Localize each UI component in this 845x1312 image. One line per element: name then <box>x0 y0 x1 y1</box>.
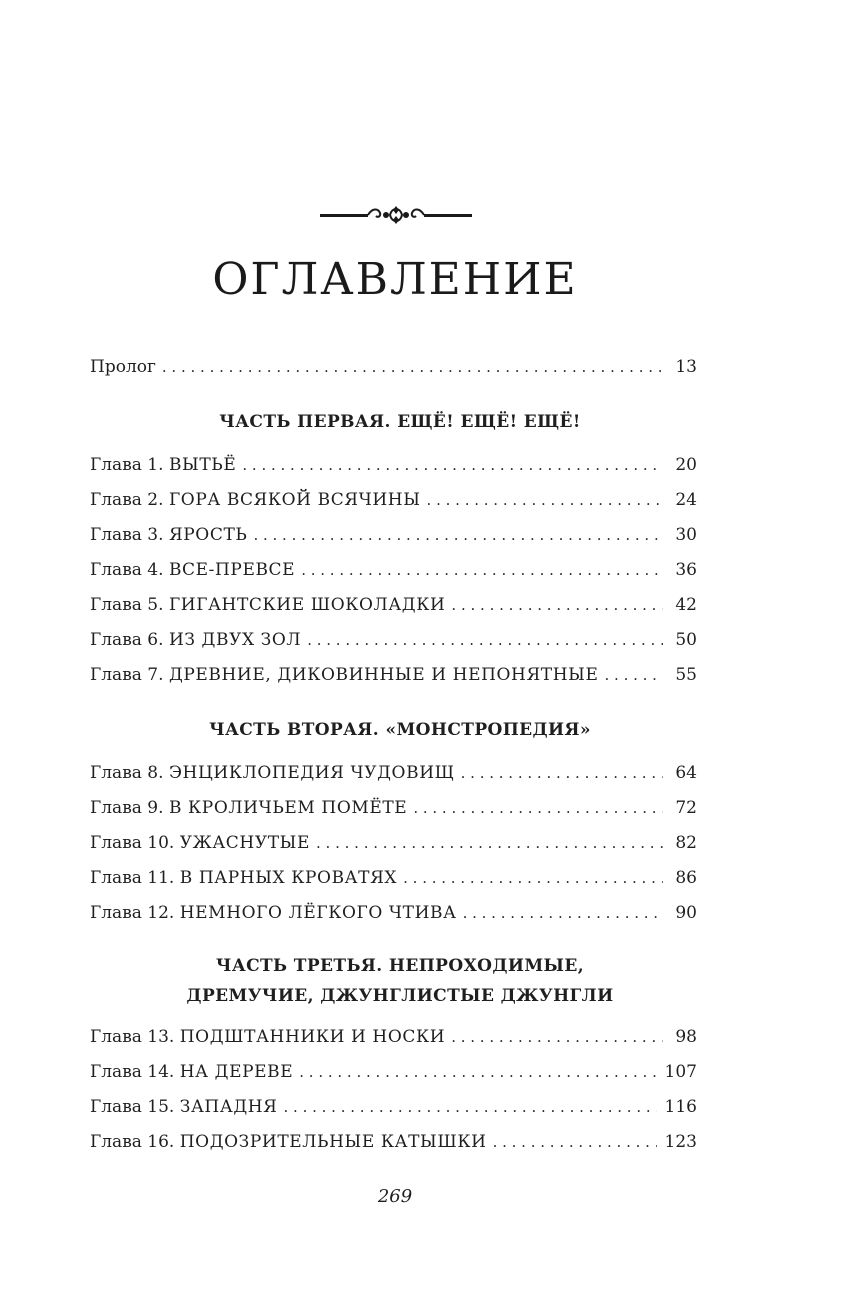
part-heading <box>90 715 710 745</box>
decorative-ornament <box>320 200 472 230</box>
dot-leader <box>307 623 663 658</box>
chapter-number: Глава 7. <box>90 665 164 685</box>
chapter-number: Глава 16. <box>90 1132 175 1152</box>
chapter-title: ЗАПАДНЯ <box>179 1097 278 1117</box>
dot-leader <box>301 553 663 588</box>
toc-page-number: 50 <box>675 630 697 650</box>
toc-entry-label <box>90 791 413 826</box>
chapter-title: ГИГАНТСКИЕ ШОКОЛАДКИ <box>168 595 446 615</box>
toc-entry-label <box>90 826 316 861</box>
chapter-title: ВСЕ-ПРЕВСЕ <box>168 560 296 580</box>
dot-leader <box>463 896 663 931</box>
chapter-title: НЕМНОГО ЛЁГКОГО ЧТИВА <box>179 903 457 923</box>
toc-entry-label <box>90 861 403 896</box>
chapter-number: Глава 9. <box>90 798 164 818</box>
part-heading <box>90 407 710 437</box>
toc-page-number: 123 <box>664 1132 697 1152</box>
dot-leader <box>451 588 663 623</box>
part-heading-line: ЧАСТЬ ТРЕТЬЯ. НЕПРОХОДИМЫЕ, <box>215 956 585 976</box>
part-heading-line: ЧАСТЬ ПЕРВАЯ. ЕЩЁ! ЕЩЁ! ЕЩЁ! <box>219 412 581 432</box>
toc-entry-label <box>90 896 463 931</box>
toc-entry-label <box>90 623 307 658</box>
toc-page-number: 36 <box>675 560 697 580</box>
chapter-title: ЯРОСТЬ <box>168 525 248 545</box>
chapter-number: Глава 11. <box>90 868 175 888</box>
toc-entry-label <box>90 1125 493 1160</box>
toc-entry <box>90 1090 697 1125</box>
dot-leader <box>413 791 663 826</box>
toc-entry-label: Пролог <box>90 350 162 385</box>
toc-page-number: 55 <box>675 665 697 685</box>
toc-entry <box>90 518 697 553</box>
chapter-title: ИЗ ДВУХ ЗОЛ <box>168 630 302 650</box>
toc-entry <box>90 448 697 483</box>
toc-entry-label <box>90 553 301 588</box>
dot-leader <box>253 518 663 553</box>
chapter-number: Глава 6. <box>90 630 164 650</box>
dot-leader <box>461 756 663 791</box>
dot-leader <box>451 1020 663 1055</box>
toc-entry <box>90 791 697 826</box>
dot-leader <box>162 350 663 385</box>
part-heading-line: ДРЕМУЧИЕ, ДЖУНГЛИСТЫЕ ДЖУНГЛИ <box>186 986 614 1006</box>
dot-leader <box>493 1125 657 1160</box>
chapter-title: ПОДШТАННИКИ И НОСКИ <box>179 1027 446 1047</box>
toc-entry-label <box>90 1020 451 1055</box>
toc-page-number: 30 <box>675 525 697 545</box>
chapter-number: Глава 8. <box>90 763 164 783</box>
chapter-number: Глава 15. <box>90 1097 175 1117</box>
toc-entry-label <box>90 756 461 791</box>
toc-page-number: 13 <box>675 357 697 377</box>
toc-entry <box>90 826 697 861</box>
toc-entry-label <box>90 588 451 623</box>
toc-page-number: 24 <box>675 490 697 510</box>
toc-entry <box>90 861 697 896</box>
toc-entry <box>90 623 697 658</box>
part-heading-line: ЧАСТЬ ВТОРАЯ. «МОНСТРОПЕДИЯ» <box>209 720 591 740</box>
chapter-title: УЖАСНУТЫЕ <box>179 833 311 853</box>
toc-page-number: 64 <box>675 763 697 783</box>
toc-entry-label <box>90 1055 299 1090</box>
toc-page-number: 42 <box>675 595 697 615</box>
chapter-number: Глава 2. <box>90 490 164 510</box>
toc-entry <box>90 756 697 791</box>
toc-entry <box>90 1020 697 1055</box>
toc-entry-label <box>90 483 427 518</box>
page-number: 269 <box>377 1186 413 1207</box>
chapter-number: Глава 5. <box>90 595 164 615</box>
toc-page-number: 20 <box>675 455 697 475</box>
chapter-title: ЭНЦИКЛОПЕДИЯ ЧУДОВИЩ <box>168 763 455 783</box>
toc-page-number: 116 <box>664 1097 697 1117</box>
chapter-number: Глава 13. <box>90 1027 175 1047</box>
toc-entry-label <box>90 448 242 483</box>
chapter-number: Глава 10. <box>90 833 175 853</box>
part-heading <box>90 951 710 1011</box>
toc-entry <box>90 896 697 931</box>
chapter-number: Глава 14. <box>90 1062 175 1082</box>
chapter-number: Глава 3. <box>90 525 164 545</box>
chapter-title: В ПАРНЫХ КРОВАТЯХ <box>179 868 398 888</box>
toc-entry <box>90 658 697 693</box>
toc-entry <box>90 1125 697 1160</box>
dot-leader <box>403 861 663 896</box>
toc-page-number: 98 <box>675 1027 697 1047</box>
chapter-title: НА ДЕРЕВЕ <box>179 1062 294 1082</box>
chapter-title: ВЫТЬЁ <box>168 455 237 475</box>
dot-leader <box>316 826 663 861</box>
toc-entry-label <box>90 1090 284 1125</box>
chapter-title: В КРОЛИЧЬЕМ ПОМЁТЕ <box>168 798 408 818</box>
dot-leader <box>242 448 663 483</box>
chapter-title: ДРЕВНИЕ, ДИКОВИННЫЕ И НЕПОНЯТНЫЕ <box>168 665 599 685</box>
chapter-number: Глава 12. <box>90 903 175 923</box>
toc-entry-label <box>90 658 605 693</box>
toc-page-number: 82 <box>675 833 697 853</box>
toc-page-number: 86 <box>675 868 697 888</box>
toc-entry <box>90 483 697 518</box>
chapter-number: Глава 4. <box>90 560 164 580</box>
toc-entry <box>90 1055 697 1090</box>
toc-page-number: 107 <box>664 1062 697 1082</box>
dot-leader <box>284 1090 657 1125</box>
toc-entry <box>90 588 697 623</box>
toc-entry <box>90 553 697 588</box>
table-of-contents <box>90 350 697 1160</box>
dot-leader <box>299 1055 656 1090</box>
toc-entry-label <box>90 518 253 553</box>
dot-leader <box>427 483 663 518</box>
page-title: ОГЛАВЛЕНИЕ <box>212 254 578 305</box>
chapter-title: ГОРА ВСЯКОЙ ВСЯЧИНЫ <box>168 490 421 510</box>
chapter-number: Глава 1. <box>90 455 164 475</box>
toc-page-number: 90 <box>675 903 697 923</box>
toc-entry-prolog <box>90 350 697 385</box>
toc-page-number: 72 <box>675 798 697 818</box>
dot-leader <box>605 658 664 693</box>
chapter-title: ПОДОЗРИТЕЛЬНЫЕ КАТЫШКИ <box>179 1132 487 1152</box>
